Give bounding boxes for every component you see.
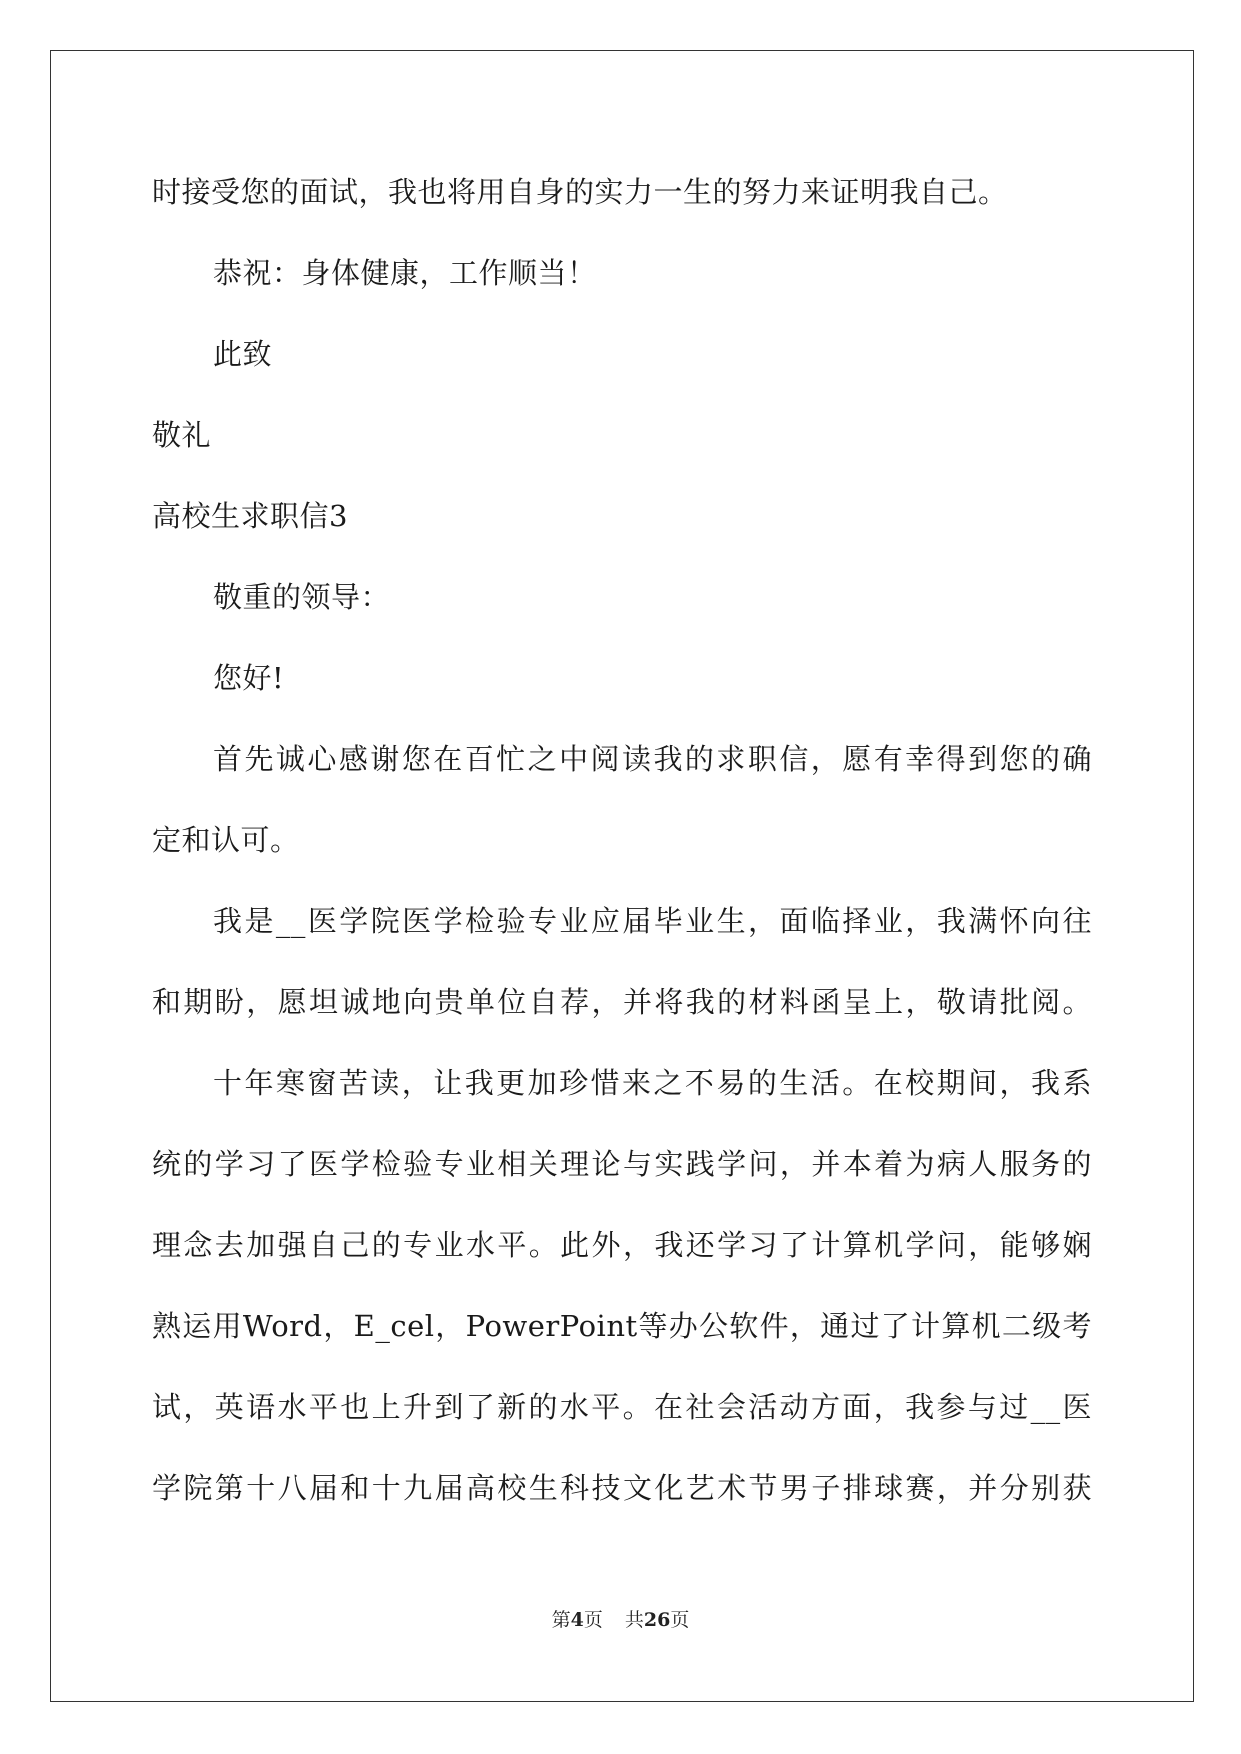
text-line: 首先诚心感谢您在百忙之中阅读我的求职信，愿有幸得到您的确 (213, 742, 1092, 776)
text-line: 您好! (213, 661, 285, 695)
text-line: 我是__医学院医学检验专业应届毕业生，面临择业，我满怀向往 (213, 904, 1092, 938)
text-line: 定和认可。 (152, 823, 300, 857)
text-line: 统的学习了医学检验专业相关理论与实践学问，并本着为病人服务的 (152, 1147, 1092, 1181)
page-suffix: 页 (583, 1609, 603, 1631)
text-line: 理念去加强自己的专业水平。此外，我还学习了计算机学问，能够娴 (152, 1228, 1092, 1262)
page-border (50, 50, 1194, 1702)
text-line: 学院第十八届和十九届高校生科技文化艺术节男子排球赛，并分别获 (152, 1471, 1092, 1505)
page-number: 4 (570, 1609, 584, 1631)
section-heading: 高校生求职信3 (152, 499, 348, 533)
text-line: 熟运用Word，E_cel，PowerPoint等办公软件，通过了计算机二级考 (152, 1309, 1092, 1343)
page-prefix: 第 (551, 1609, 571, 1631)
text-line: 和期盼，愿坦诚地向贵单位自荐，并将我的材料函呈上，敬请批阅。 (152, 985, 1092, 1019)
text-line: 敬重的领导： (213, 580, 391, 614)
total-suffix: 页 (670, 1609, 690, 1631)
total-prefix: 共 (624, 1609, 644, 1631)
text-line: 时接受您的面试，我也将用自身的实力一生的努力来证明我自己。 (152, 175, 1008, 209)
total-pages: 26 (643, 1609, 671, 1631)
text-line: 十年寒窗苦读，让我更加珍惜来之不易的生活。在校期间，我系 (213, 1066, 1092, 1100)
text-line: 恭祝：身体健康，工作顺当！ (213, 256, 597, 290)
text-line: 试，英语水平也上升到了新的水平。在社会活动方面，我参与过__医 (152, 1390, 1092, 1424)
page-footer (0, 1605, 1241, 1632)
text-line: 此致 (213, 337, 273, 371)
text-line: 敬礼 (152, 418, 212, 452)
